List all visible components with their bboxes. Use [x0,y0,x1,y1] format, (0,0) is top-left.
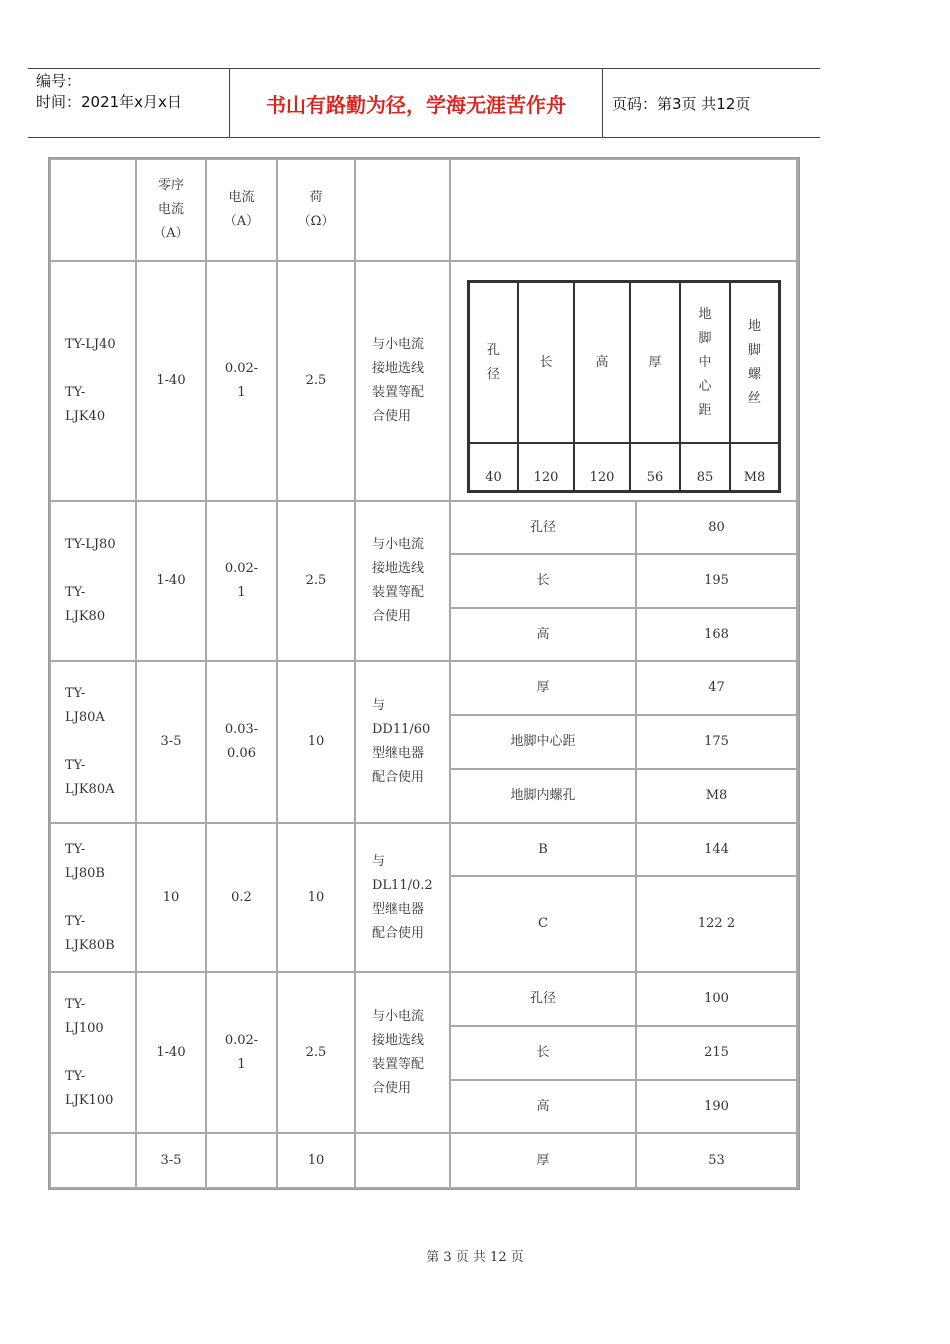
dims-header-cell-text: 地 脚 中 心 距 [698,306,712,418]
current-range-cell [207,973,276,1132]
dim-value-cell [637,1027,796,1079]
current-range-cell [207,262,276,500]
dim-name-cell [451,877,635,971]
usage-cell [356,1134,449,1187]
load-cell [278,262,354,500]
load-cell-text: 2.5 [305,573,327,588]
current-range-cell-text: 0.2 [231,889,252,905]
model-cell [51,662,135,822]
dims-header-cell-text: 厚 [648,354,662,370]
load-cell [278,973,354,1132]
dims-header-cell [470,283,517,442]
model-cell-text: TY- LJ100 TY- LJK100 [65,996,114,1108]
dim-name-cell [451,502,635,553]
dim-name-cell-text: 孔径 [529,519,556,535]
dim-value-cell [637,555,796,607]
dim-name-cell [451,824,635,875]
dim-name-cell-text: 长 [536,1045,550,1060]
header-motto: 书山有路勤为径，学海无涯苦作舟 [266,92,566,117]
dims-value-cell [681,444,729,490]
dims-header-cell-text: 高 [595,354,609,370]
dim-name-cell-text: 长 [536,573,550,588]
dim-name-cell-text: B [538,841,548,857]
model-cell [51,973,135,1132]
header-cell-load [278,160,354,260]
usage-cell [356,824,449,971]
load-cell [278,502,354,660]
zero-seq-current-cell-text: 3-5 [160,734,182,749]
model-cell [51,824,135,971]
dim-name-cell [451,716,635,768]
zero-seq-current-cell-text: 1-40 [156,373,186,388]
zero-seq-current-cell [137,662,205,822]
usage-cell [356,973,449,1132]
header-cell-zero-seq-current-text: 零序 电流 （A） [153,178,189,241]
dims-value-cell-text: 40 [485,470,502,485]
dim-name-cell-text: 地脚内螺孔 [510,788,576,803]
dim-value-cell [637,502,796,553]
dim-name-cell-text: 地脚中心距 [510,734,576,749]
load-cell-text: 10 [307,734,325,749]
dim-name-cell-text: 厚 [536,680,550,695]
usage-cell-text: 与 DD11/60 型继电器 配合使用 [372,698,431,785]
dim-value-cell-text: 80 [708,519,725,535]
dims-value-cell-text: 56 [646,470,664,485]
current-range-cell-text: 0.02- 1 [224,1032,259,1072]
load-cell-text: 10 [307,1152,325,1168]
dim-value-cell-text: 195 [704,573,729,588]
dims-header-cell [519,283,573,442]
zero-seq-current-cell-text: 1-40 [156,1044,186,1060]
header-cell-current-text: 电流 （A） [223,190,260,229]
dim-value-cell-text: 47 [708,680,725,695]
dim-value-cell-text: 144 [704,841,729,857]
dims-header-cell-text: 地 脚 螺 丝 [747,318,761,406]
model-cell [51,502,135,660]
dims-header-cell [575,283,629,442]
dim-value-cell-text: M8 [705,788,728,803]
dims-value-cell-text: M8 [743,470,766,485]
load-cell [278,1134,354,1187]
dim-name-cell-text: 孔径 [529,991,556,1006]
header-cell-zero-seq-current [137,160,205,260]
page-footer: 第 3 页 共 12 页 [426,1250,524,1265]
header-divider [602,69,603,137]
usage-cell [356,662,449,822]
zero-seq-current-cell [137,1134,205,1187]
dim-name-cell [451,555,635,607]
usage-cell-text: 与小电流 接地选线 装置等配 合使用 [372,537,425,624]
header-cell-current [207,160,276,260]
dims-table-lj40 [467,280,781,493]
dim-value-cell [637,1134,796,1187]
dim-value-cell [637,824,796,875]
dims-value-cell [731,444,778,490]
dim-value-cell-text: 175 [704,734,729,749]
dim-name-cell [451,973,635,1025]
page-header [28,68,820,138]
dim-value-cell-text: 122 2 [697,916,736,931]
dim-value-cell-text: 53 [708,1152,725,1168]
dim-value-cell [637,973,796,1025]
dim-value-cell [637,877,796,971]
dims-header-cell-text: 长 [539,354,553,370]
dim-value-cell-text: 168 [704,626,729,642]
dim-value-cell [637,662,796,714]
header-page-label: 页码：第3页 共12页 [612,94,751,113]
dims-value-cell [470,444,517,490]
model-cell [51,1134,135,1187]
dim-name-cell-text: 高 [536,1098,550,1114]
dims-header-cell [681,283,729,442]
dims-header-cell-text: 孔 径 [486,342,500,382]
zero-seq-current-cell-text: 3-5 [160,1152,182,1168]
current-range-cell [207,824,276,971]
model-cell-text: TY- LJ80A TY- LJK80A [65,686,115,797]
dim-name-cell-text: 厚 [536,1152,550,1168]
date-label: 时间：2021年x月x日 [36,93,182,111]
current-range-cell [207,1134,276,1187]
dims-value-cell-text: 120 [589,470,615,485]
header-cell-model [51,160,135,260]
zero-seq-current-cell-text: 10 [162,889,180,905]
zero-seq-current-cell [137,262,205,500]
dim-name-cell [451,662,635,714]
current-range-cell-text: 0.03- 0.06 [224,722,259,761]
load-cell-text: 2.5 [305,373,327,388]
dims-value-cell-text: 120 [533,470,559,485]
dim-name-cell [451,609,635,660]
load-cell-text: 10 [307,889,325,905]
dim-name-cell [451,1027,635,1079]
dims-value-cell [631,444,679,490]
usage-cell-text: 与小电流 接地选线 装置等配 合使用 [372,1008,425,1096]
dim-value-cell [637,609,796,660]
current-range-cell [207,502,276,660]
usage-cell [356,262,449,500]
current-range-cell-text: 0.02- 1 [224,361,259,400]
current-range-cell-text: 0.02- 1 [224,561,259,600]
model-cell-text: TY- LJ80B TY- LJK80B [65,841,115,953]
load-cell [278,662,354,822]
dims-value-cell-text: 85 [696,470,714,485]
model-cell-text: TY-LJ80 TY- LJK80 [65,537,116,624]
dim-name-cell [451,1134,635,1187]
dim-name-cell [451,1081,635,1132]
header-cell-dims [451,160,796,260]
dims-value-cell [519,444,573,490]
dim-value-cell [637,770,796,822]
dim-value-cell-text: 100 [704,991,729,1006]
zero-seq-current-cell [137,502,205,660]
dims-header-cell [731,283,778,442]
model-cell [51,262,135,500]
usage-cell-text: 与 DL11/0.2 型继电器 配合使用 [372,853,433,941]
current-range-cell [207,662,276,822]
header-cell-load-text: 荷 （Ω） [297,190,335,229]
load-cell [278,824,354,971]
usage-cell [356,502,449,660]
usage-cell-text: 与小电流 接地选线 装置等配 合使用 [372,337,425,424]
dims-header-cell [631,283,679,442]
zero-seq-current-cell [137,824,205,971]
dim-name-cell-text: C [538,916,548,931]
dim-value-cell-text: 190 [704,1098,729,1114]
dim-value-cell-text: 215 [704,1045,729,1060]
header-meta [36,71,226,113]
dims-value-cell [575,444,629,490]
zero-seq-current-cell-text: 1-40 [156,573,186,588]
number-label: 编号： [36,72,82,90]
dim-value-cell [637,1081,796,1132]
dim-name-cell [451,770,635,822]
dim-name-cell-text: 高 [536,626,550,642]
load-cell-text: 2.5 [305,1044,327,1060]
header-cell-use [356,160,449,260]
model-cell-text: TY-LJ40 TY- LJK40 [65,337,116,424]
zero-seq-current-cell [137,973,205,1132]
dim-value-cell [637,716,796,768]
